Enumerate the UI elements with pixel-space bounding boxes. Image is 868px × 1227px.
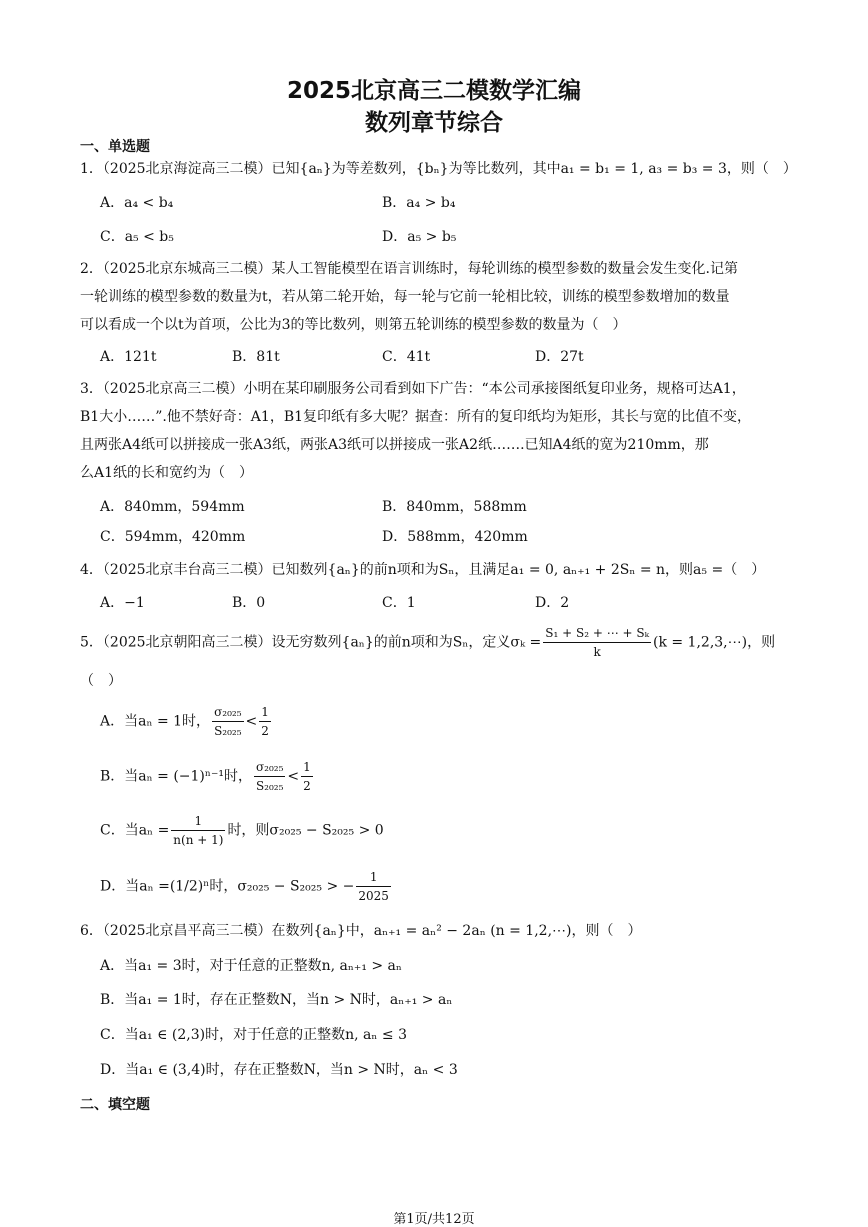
q5-b-half-num: 1 bbox=[301, 758, 313, 777]
q5-a-den: S₂₀₂₅ bbox=[214, 724, 242, 738]
q4-option-b: B．0 bbox=[232, 595, 266, 611]
q2-line3: 可以看成一个以t为首项，公比为3的等比数列，则第五轮训练的模型参数的数量为（ ） bbox=[80, 317, 627, 333]
q4-stem: 4．（2025北京丰台高三二模）已知数列{aₙ}的前n项和为Sₙ，且满足a₁ = 0, aₙ₊₁ + 2Sₙ = n，则a₅ =（ ） bbox=[80, 562, 766, 578]
q6-option-d: D．当a₁ ∈ (3,4)时，存在正整数N，当n > N时，aₙ < 3 bbox=[100, 1062, 458, 1078]
q5-a-half-num: 1 bbox=[259, 703, 271, 722]
q1-option-c: C．a₅ < b₅ bbox=[100, 229, 174, 245]
q5-b-half bbox=[301, 758, 313, 795]
q5-a-prefix: A．当aₙ = 1时， bbox=[100, 713, 211, 730]
page-footer: 第1页/共12页 bbox=[393, 1212, 475, 1227]
q2-option-d: D．27t bbox=[535, 349, 584, 365]
doc-title-line1: 2025北京高三二模数学汇编 bbox=[286, 78, 581, 104]
q5-b-den: S₂₀₂₅ bbox=[255, 779, 284, 793]
q5-stem bbox=[80, 624, 792, 661]
q2-option-b: B．81t bbox=[232, 349, 280, 365]
q5-c-prefix: C．当aₙ = bbox=[100, 822, 170, 839]
q5-option-c bbox=[100, 812, 384, 849]
q5-a-half bbox=[259, 703, 271, 740]
q5-a-num: σ₂₀₂₅ bbox=[212, 703, 243, 722]
q3-option-c: C．594mm，420mm bbox=[100, 529, 246, 545]
q6-option-b: B．当a₁ = 1时，存在正整数N，当n > N时，aₙ₊₁ > aₙ bbox=[100, 992, 453, 1008]
q4-option-d: D．2 bbox=[535, 595, 570, 611]
q5-c-fraction bbox=[171, 812, 225, 849]
q5-c-suffix: 时，则σ₂₀₂₅ − S₂₀₂₅ > 0 bbox=[227, 822, 384, 839]
q5-answer-paren: （ ） bbox=[80, 673, 122, 689]
q5-b-prefix: B．当aₙ = (−1)ⁿ⁻¹时， bbox=[100, 768, 252, 785]
q5-b-lt: < bbox=[287, 768, 300, 785]
q5-d-num: 1 bbox=[356, 868, 391, 887]
q3-option-a: A．840mm，594mm bbox=[100, 499, 245, 515]
q1-option-b: B．a₄ > b₄ bbox=[382, 195, 456, 211]
q2-option-c: C．41t bbox=[382, 349, 431, 365]
q2-option-a: A．121t bbox=[100, 349, 157, 365]
q5-stem-tail: (k = 1,2,3,⋯)，则 bbox=[652, 634, 776, 651]
q5-d-base: (1/2)ⁿ bbox=[169, 878, 210, 895]
q1-option-d: D．a₅ > b₅ bbox=[382, 229, 457, 245]
q3-option-b: B．840mm，588mm bbox=[382, 499, 527, 515]
q5-b-num: σ₂₀₂₅ bbox=[254, 758, 285, 777]
q5-option-d bbox=[100, 868, 393, 905]
q5-def-numerator: S₁ + S₂ + ⋯ + Sₖ bbox=[543, 624, 651, 643]
q3-line4: 么A1纸的长和宽约为（ ） bbox=[80, 465, 254, 481]
q1-option-a: A．a₄ < b₄ bbox=[100, 195, 174, 211]
q5-a-ratio bbox=[212, 703, 243, 740]
q6-stem: 6．（2025北京昌平高三二模）在数列{aₙ}中，aₙ₊₁ = aₙ² − 2aₙ (n = 1,2,⋯)，则（ ） bbox=[80, 923, 642, 939]
q5-b-ratio bbox=[254, 758, 285, 795]
q5-stem-text: 5．（2025北京朝阳高三二模）设无穷数列{aₙ}的前n项和为Sₙ，定义σₖ = bbox=[80, 634, 542, 651]
q5-option-a bbox=[100, 703, 273, 740]
q5-d-prefix: D．当aₙ = bbox=[100, 878, 170, 895]
q5-c-den: n(n + 1) bbox=[173, 833, 224, 847]
q5-d-fraction bbox=[356, 868, 391, 905]
q5-a-half-den: 2 bbox=[261, 724, 269, 738]
q5-c-num: 1 bbox=[171, 812, 225, 831]
q5-option-b bbox=[100, 758, 315, 795]
section-heading-fill-in: 二、填空题 bbox=[80, 1097, 150, 1113]
q5-d-den: 2025 bbox=[358, 889, 389, 903]
q3-line2: B1大小……”.他不禁好奇：A1，B1复印纸有多大呢？据查：所有的复印纸均为矩形，其长与宽的比值不变， bbox=[80, 409, 752, 425]
q3-option-d: D．588mm，420mm bbox=[382, 529, 528, 545]
q5-a-lt: < bbox=[245, 713, 258, 730]
q5-sigma-definition bbox=[543, 624, 651, 661]
q4-option-c: C．1 bbox=[382, 595, 416, 611]
q4-option-a: A．−1 bbox=[100, 595, 145, 611]
q1-stem: 1．（2025北京海淀高三二模）已知{aₙ}为等差数列，{bₙ}为等比数列，其中a₁ = b₁ = 1, a₃ = b₃ = 3，则（ ） bbox=[80, 161, 797, 177]
q6-option-a: A．当a₁ = 3时，对于任意的正整数n, aₙ₊₁ > aₙ bbox=[100, 958, 402, 974]
q6-option-c: C．当a₁ ∈ (2,3)时，对于任意的正整数n, aₙ ≤ 3 bbox=[100, 1027, 407, 1043]
q2-line2: 一轮训练的模型参数的数量为t，若从第二轮开始，每一轮与它前一轮相比较，训练的模型参数增加的数量 bbox=[80, 289, 730, 305]
section-heading-single-choice: 一、单选题 bbox=[80, 139, 150, 155]
q2-line1: 2．（2025北京东城高三二模）某人工智能模型在语言训练时，每轮训练的模型参数的数量会发生变化.记第 bbox=[80, 261, 738, 277]
q3-line3: 且两张A4纸可以拼接成一张A3纸，两张A3纸可以拼接成一张A2纸…….已知A4纸的宽为210mm，那 bbox=[80, 437, 709, 453]
q3-line1: 3．（2025北京高三二模）小明在某印刷服务公司看到如下广告：“本公司承接图纸复印业务，规格可达A1， bbox=[80, 381, 746, 397]
doc-title-line2: 数列章节综合 bbox=[365, 110, 503, 136]
q5-def-denominator: k bbox=[593, 645, 601, 659]
q5-d-middle: 时，σ₂₀₂₅ − S₂₀₂₅ > − bbox=[209, 878, 355, 895]
q5-b-half-den: 2 bbox=[303, 779, 311, 793]
